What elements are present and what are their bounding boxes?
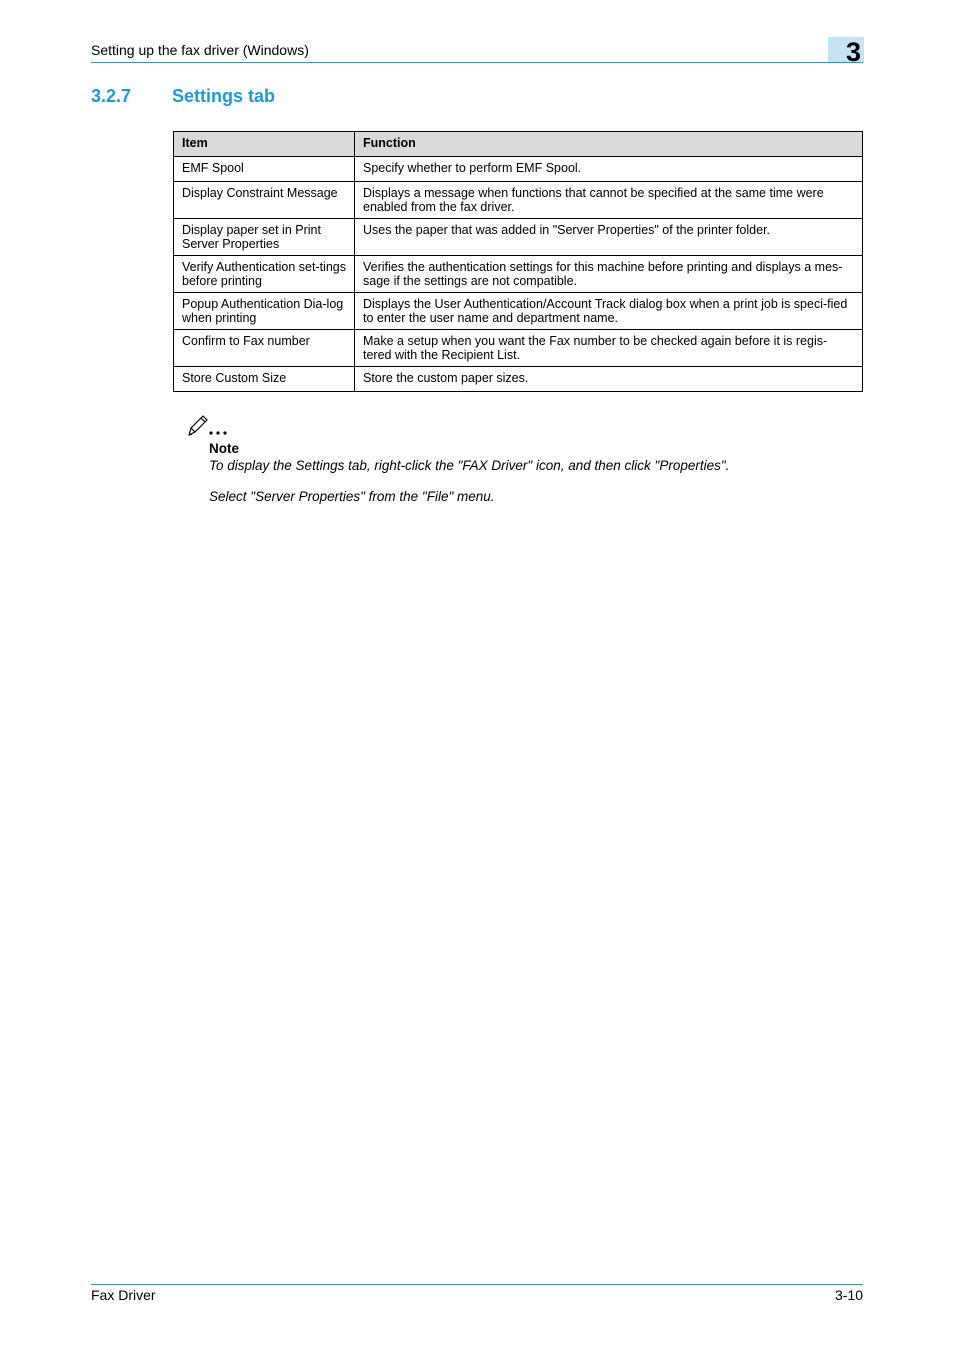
table-row <box>174 182 863 219</box>
function-cell: Uses the paper that was added in "Server Properties" of the printer folder. <box>355 219 863 256</box>
table-row <box>174 330 863 367</box>
function-cell: Store the custom paper sizes. <box>355 367 863 392</box>
note-text: Select "Server Properties" from the "File" menu. <box>209 489 495 504</box>
running-header: Setting up the fax driver (Windows) <box>91 42 309 58</box>
header-divider <box>91 62 863 63</box>
page-number: 3-10 <box>834 1287 863 1303</box>
column-header-item: Item <box>174 132 355 157</box>
item-cell: Store Custom Size <box>174 367 355 392</box>
function-cell: Displays the User Authentication/Account Track dialog box when a print job is speci-fied to enter the user name and department name. <box>355 293 863 330</box>
item-cell: Confirm to Fax number <box>174 330 355 367</box>
table-header-row <box>174 132 863 157</box>
item-cell: EMF Spool <box>174 157 355 182</box>
note-text: To display the Settings tab, right-click the "FAX Driver" icon, and then click "Properties". <box>209 458 730 473</box>
function-cell: Displays a message when functions that cannot be specified at the same time were enabled from the fax driver. <box>355 182 863 219</box>
section-title: Settings tab <box>172 86 276 106</box>
table-row <box>174 293 863 330</box>
section-number: 3.2.7 <box>91 86 132 106</box>
table-row <box>174 256 863 293</box>
footer-divider <box>91 1284 863 1285</box>
function-cell: Make a setup when you want the Fax number to be checked again before it is regis-tered with the Recipient List. <box>355 330 863 367</box>
table-row <box>174 367 863 392</box>
function-cell: Verifies the authentication settings for this machine before printing and displays a mes-sage if the settings are not compatible. <box>355 256 863 293</box>
table-row <box>174 157 863 182</box>
table-row <box>174 219 863 256</box>
chapter-number: 3 <box>846 37 862 67</box>
item-cell: Display paper set in Print Server Properties <box>174 219 355 256</box>
function-cell: Specify whether to perform EMF Spool. <box>355 157 863 182</box>
item-cell: Verify Authentication set-tings before printing <box>174 256 355 293</box>
settings-table <box>173 131 863 392</box>
item-cell: Popup Authentication Dia-log when printing <box>174 293 355 330</box>
column-header-function: Function <box>355 132 863 157</box>
note-label: Note <box>209 441 239 456</box>
footer-title: Fax Driver <box>91 1287 156 1303</box>
pencil-note-icon <box>186 413 234 439</box>
item-cell: Display Constraint Message <box>174 182 355 219</box>
